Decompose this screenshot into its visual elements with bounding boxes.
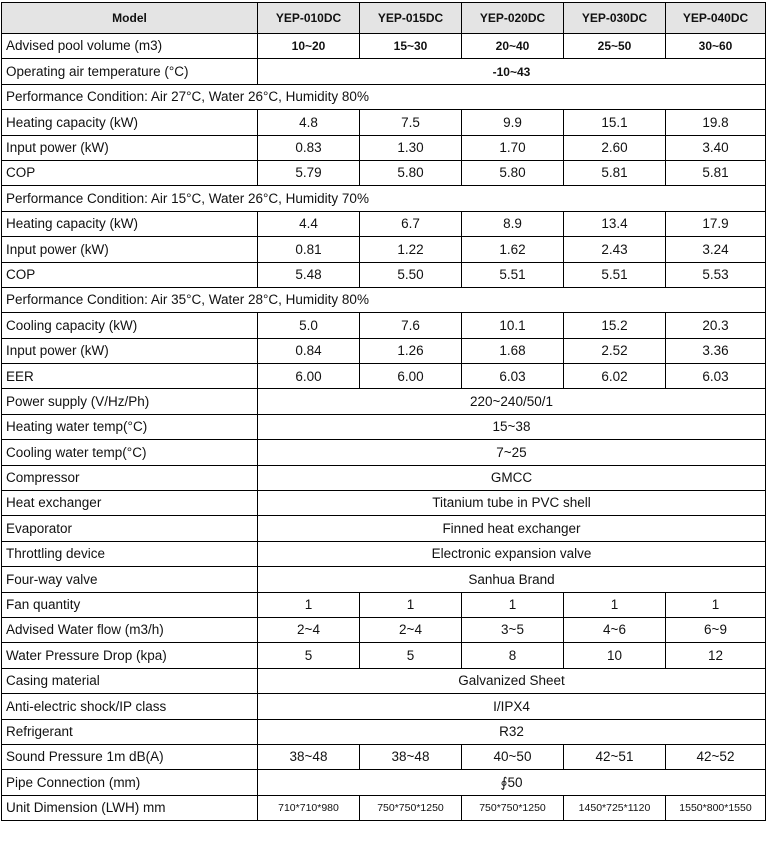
value-cell: 9.9 [462, 110, 564, 135]
value-cell: 6.03 [462, 364, 564, 389]
row-label: Heating capacity (kW) [2, 211, 258, 236]
value-cell: 12 [666, 643, 766, 668]
merged-value-cell: R32 [258, 719, 766, 744]
value-cell: 20~40 [462, 34, 564, 59]
row-label: Four-way valve [2, 567, 258, 592]
row-label: Operating air temperature (°C) [2, 59, 258, 84]
value-cell: 4~6 [564, 617, 666, 642]
value-cell: 10 [564, 643, 666, 668]
value-cell: 6.03 [666, 364, 766, 389]
row-label: Unit Dimension (LWH) mm [2, 795, 258, 820]
row-label: Refrigerant [2, 719, 258, 744]
value-cell: 15.2 [564, 313, 666, 338]
table-row [2, 465, 766, 490]
row-label: Throttling device [2, 541, 258, 566]
value-cell: 42~51 [564, 744, 666, 769]
row-label: Casing material [2, 668, 258, 693]
value-cell: 5.48 [258, 262, 360, 287]
table-row [2, 262, 766, 287]
table-row [2, 795, 766, 820]
value-cell: 1 [360, 592, 462, 617]
value-cell: 13.4 [564, 211, 666, 236]
row-label: Evaporator [2, 516, 258, 541]
merged-value-cell: ∮50 [258, 770, 766, 795]
table-row [2, 440, 766, 465]
value-cell: 25~50 [564, 34, 666, 59]
value-cell: 3.24 [666, 237, 766, 262]
value-cell: 1 [462, 592, 564, 617]
value-cell: 6.00 [258, 364, 360, 389]
table-row [2, 668, 766, 693]
value-cell: 5 [258, 643, 360, 668]
value-cell: 38~48 [360, 744, 462, 769]
value-cell: 10~20 [258, 34, 360, 59]
value-cell: 0.84 [258, 338, 360, 363]
row-label: EER [2, 364, 258, 389]
merged-value-cell: 15~38 [258, 414, 766, 439]
value-cell: 7.5 [360, 110, 462, 135]
merged-value-cell: Finned heat exchanger [258, 516, 766, 541]
table-row [2, 313, 766, 338]
value-cell: 1 [564, 592, 666, 617]
value-cell: 1.30 [360, 135, 462, 160]
value-cell: 5.79 [258, 160, 360, 185]
table-row [2, 110, 766, 135]
table-row [2, 34, 766, 59]
value-cell: 2.60 [564, 135, 666, 160]
value-cell: 5.81 [666, 160, 766, 185]
table-row [2, 338, 766, 363]
row-label: Cooling capacity (kW) [2, 313, 258, 338]
value-cell: 5.51 [462, 262, 564, 287]
table-row [2, 160, 766, 185]
value-cell: 3~5 [462, 617, 564, 642]
table-row [2, 719, 766, 744]
value-cell: 40~50 [462, 744, 564, 769]
header-cell-yep-015dc: YEP-015DC [360, 3, 462, 34]
value-cell: 1 [666, 592, 766, 617]
value-cell: 3.40 [666, 135, 766, 160]
value-cell: 5.0 [258, 313, 360, 338]
value-cell: 30~60 [666, 34, 766, 59]
row-label: Input power (kW) [2, 237, 258, 262]
value-cell: 750*750*1250 [462, 795, 564, 820]
row-label: Cooling water temp(°C) [2, 440, 258, 465]
row-label: COP [2, 262, 258, 287]
table-row [2, 541, 766, 566]
value-cell: 17.9 [666, 211, 766, 236]
value-cell: 2.52 [564, 338, 666, 363]
header-cell-yep-040dc: YEP-040DC [666, 3, 766, 34]
header-cell-yep-020dc: YEP-020DC [462, 3, 564, 34]
value-cell: 5.50 [360, 262, 462, 287]
merged-value-cell: Galvanized Sheet [258, 668, 766, 693]
row-label: Advised Water flow (m3/h) [2, 617, 258, 642]
value-cell: 0.81 [258, 237, 360, 262]
row-label: Input power (kW) [2, 338, 258, 363]
spec-table [1, 2, 766, 821]
row-label: Input power (kW) [2, 135, 258, 160]
value-cell: 10.1 [462, 313, 564, 338]
value-cell: 1450*725*1120 [564, 795, 666, 820]
table-row [2, 694, 766, 719]
value-cell: 3.36 [666, 338, 766, 363]
value-cell: 8 [462, 643, 564, 668]
merged-value-cell: 7~25 [258, 440, 766, 465]
table-row [2, 237, 766, 262]
value-cell: 6.7 [360, 211, 462, 236]
row-label: Heating water temp(°C) [2, 414, 258, 439]
value-cell: 15.1 [564, 110, 666, 135]
value-cell: 750*750*1250 [360, 795, 462, 820]
table-row [2, 491, 766, 516]
table-row [2, 59, 766, 84]
section-title: Performance Condition: Air 35°C, Water 28°C, Humidity 80% [2, 287, 766, 312]
value-cell: 19.8 [666, 110, 766, 135]
value-cell: 5.80 [462, 160, 564, 185]
merged-value-cell: -10~43 [258, 59, 766, 84]
table-row [2, 592, 766, 617]
section-title: Performance Condition: Air 15°C, Water 26°C, Humidity 70% [2, 186, 766, 211]
value-cell: 20.3 [666, 313, 766, 338]
table-row [2, 617, 766, 642]
table-header-row [2, 3, 766, 34]
row-label: Water Pressure Drop (kpa) [2, 643, 258, 668]
row-label: Heat exchanger [2, 491, 258, 516]
value-cell: 6~9 [666, 617, 766, 642]
value-cell: 7.6 [360, 313, 462, 338]
value-cell: 2.43 [564, 237, 666, 262]
value-cell: 5.53 [666, 262, 766, 287]
merged-value-cell: GMCC [258, 465, 766, 490]
row-label: COP [2, 160, 258, 185]
table-row [2, 364, 766, 389]
merged-value-cell: Titanium tube in PVC shell [258, 491, 766, 516]
value-cell: 8.9 [462, 211, 564, 236]
header-cell-yep-010dc: YEP-010DC [258, 3, 360, 34]
section-header-row [2, 84, 766, 109]
row-label: Heating capacity (kW) [2, 110, 258, 135]
row-label: Sound Pressure 1m dB(A) [2, 744, 258, 769]
table-row [2, 567, 766, 592]
value-cell: 5.51 [564, 262, 666, 287]
value-cell: 5.81 [564, 160, 666, 185]
table-row [2, 516, 766, 541]
value-cell: 0.83 [258, 135, 360, 160]
value-cell: 2~4 [360, 617, 462, 642]
value-cell: 5 [360, 643, 462, 668]
value-cell: 2~4 [258, 617, 360, 642]
value-cell: 6.00 [360, 364, 462, 389]
table-row [2, 744, 766, 769]
table-row [2, 389, 766, 414]
value-cell: 38~48 [258, 744, 360, 769]
merged-value-cell: I/IPX4 [258, 694, 766, 719]
value-cell: 5.80 [360, 160, 462, 185]
merged-value-cell: Electronic expansion valve [258, 541, 766, 566]
merged-value-cell: 220~240/50/1 [258, 389, 766, 414]
value-cell: 1.70 [462, 135, 564, 160]
value-cell: 710*710*980 [258, 795, 360, 820]
value-cell: 4.4 [258, 211, 360, 236]
table-body [2, 34, 766, 821]
merged-value-cell: Sanhua Brand [258, 567, 766, 592]
section-title: Performance Condition: Air 27°C, Water 26°C, Humidity 80% [2, 84, 766, 109]
table-row [2, 770, 766, 795]
section-header-row [2, 186, 766, 211]
table-row [2, 643, 766, 668]
table-row [2, 135, 766, 160]
value-cell: 4.8 [258, 110, 360, 135]
value-cell: 1.62 [462, 237, 564, 262]
value-cell: 1550*800*1550 [666, 795, 766, 820]
header-cell-yep-030dc: YEP-030DC [564, 3, 666, 34]
row-label: Fan quantity [2, 592, 258, 617]
row-label: Pipe Connection (mm) [2, 770, 258, 795]
value-cell: 6.02 [564, 364, 666, 389]
value-cell: 1.68 [462, 338, 564, 363]
header-cell-model: Model [2, 3, 258, 34]
row-label: Advised pool volume (m3) [2, 34, 258, 59]
table-row [2, 414, 766, 439]
value-cell: 15~30 [360, 34, 462, 59]
value-cell: 42~52 [666, 744, 766, 769]
value-cell: 1.26 [360, 338, 462, 363]
row-label: Power supply (V/Hz/Ph) [2, 389, 258, 414]
section-header-row [2, 287, 766, 312]
row-label: Compressor [2, 465, 258, 490]
table-row [2, 211, 766, 236]
value-cell: 1.22 [360, 237, 462, 262]
value-cell: 1 [258, 592, 360, 617]
row-label: Anti-electric shock/IP class [2, 694, 258, 719]
